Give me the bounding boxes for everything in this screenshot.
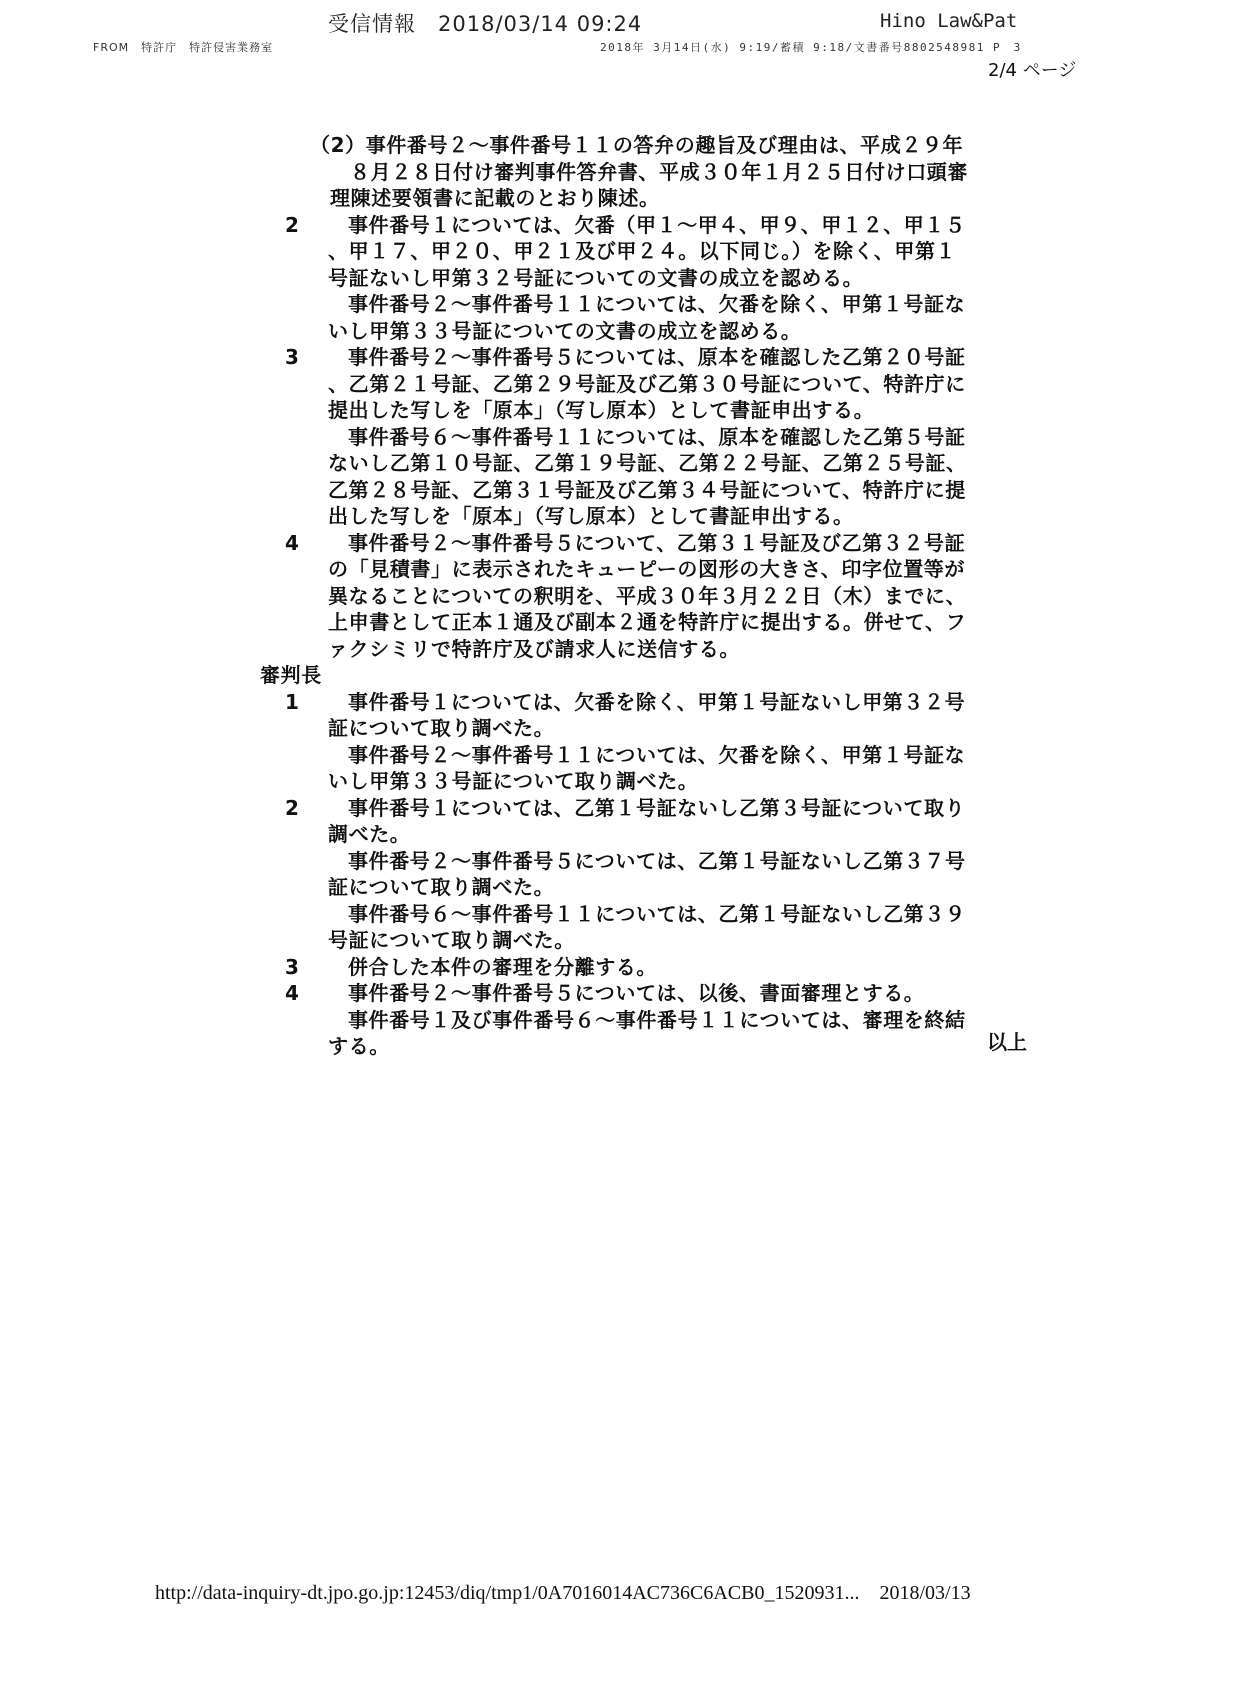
document-line [250, 318, 1050, 345]
document-line [250, 556, 1050, 583]
document-line [250, 954, 1050, 981]
document-line [250, 609, 1050, 636]
line-text: 異なることについての釈明を、平成３０年３月２２日（木）までに、 [328, 583, 967, 608]
line-text: 、乙第２１号証、乙第２９号証及び乙第３０号証について、特許庁に [328, 371, 966, 396]
line-text: 事件番号２～事件番号５については、乙第１号証ないし乙第３７号 [348, 848, 966, 873]
document-line [250, 503, 1050, 530]
line-text: 提出した写しを「原本」（写し原本）として書証申出する。 [328, 398, 875, 422]
line-text: 事件番号２～事件番号５については、原本を確認した乙第２０号証 [348, 345, 966, 369]
line-text: ８月２８日付け審判事件答弁書、平成３０年１月２５日付け口頭審 [350, 159, 968, 184]
document-line [250, 927, 1050, 954]
document-line [250, 424, 1050, 451]
line-text: ないし乙第１０号証、乙第１９号証、乙第２２号証、乙第２５号証、 [328, 451, 967, 475]
document-line [250, 132, 1050, 159]
document-line [250, 291, 1050, 318]
document-line [250, 742, 1050, 769]
document-line [250, 980, 1050, 1007]
item-number: 2 [285, 795, 300, 820]
fax-timestamp-line: 2018年 3月14日(水) 9:19/蓄積 9:18/文書番号8802548981 P 3 [600, 41, 1022, 54]
footer-date: 2018/03/13 [879, 1582, 971, 1604]
line-text: 事件番号２～事件番号１１については、欠番を除く、甲第１号証な [348, 292, 966, 316]
document-line [250, 371, 1050, 398]
document-line [250, 821, 1050, 848]
line-text: 出した写しを「原本」（写し原本）として書証申出する。 [328, 504, 854, 528]
document-line [250, 583, 1050, 610]
document-line [250, 397, 1050, 424]
document-line [250, 1033, 1050, 1060]
line-text: 事件番号１については、乙第１号証ないし乙第３号証について取り [348, 795, 966, 820]
line-text: 上申書として正本１通及び副本２通を特許庁に提出する。併せて、フ [328, 610, 967, 634]
document-line [250, 1007, 1050, 1034]
item-number: 3 [285, 954, 300, 979]
document-line [250, 901, 1050, 928]
line-text: する。 [328, 1034, 390, 1058]
line-text: 事件番号１及び事件番号６～事件番号１１については、審理を終結 [348, 1007, 966, 1032]
line-text: 事件番号２～事件番号１１については、欠番を除く、甲第１号証な [348, 742, 966, 767]
document-line [250, 848, 1050, 875]
document-line [250, 238, 1050, 265]
line-text: 、甲１７、甲２０、甲２１及び甲２４。以下同じ。）を除く、甲第１ [328, 239, 957, 263]
item-number: 4 [285, 981, 300, 1005]
line-text: 事件番号２～事件番号５については、以後、書面審理とする。 [348, 981, 925, 1005]
fax-from-line: FROM 特許庁 特許侵害業務室 [93, 41, 274, 54]
line-text: 事件番号６～事件番号１１については、原本を確認した乙第５号証 [348, 424, 966, 449]
line-text: 号証ないし甲第３２号証についての文書の成立を認める。 [328, 265, 864, 290]
item-number: 1 [285, 689, 300, 714]
document-line [250, 636, 1050, 663]
line-text: 事件番号１については、欠番（甲１～甲４、甲９、甲１２、甲１５ [348, 212, 966, 237]
document-body [250, 132, 1050, 1060]
line-text: 証について取り調べた。 [328, 716, 555, 740]
footer-url-line [155, 1582, 971, 1605]
line-text: 審判長 [260, 663, 322, 687]
footer-url: http://data-inquiry-dt.jpo.go.jp:12453/diq/tmp1/0A7016014AC736C6ACB0_1520931... [155, 1582, 860, 1604]
item-number: 4 [285, 530, 300, 555]
document-line [250, 477, 1050, 504]
line-text: 事件番号１については、欠番を除く、甲第１号証ないし甲第３２号 [348, 689, 966, 714]
fax-received-info: 受信情報 2018/03/14 09:24 [328, 12, 643, 36]
document-line [250, 715, 1050, 742]
line-text: 理陳述要領書に記載のとおり陳述。 [330, 186, 660, 210]
document-line [250, 795, 1050, 822]
document-line [250, 768, 1050, 795]
line-text: いし甲第３３号証についての文書の成立を認める。 [328, 318, 802, 343]
line-text: 併合した本件の審理を分離する。 [348, 954, 657, 979]
document-line [250, 450, 1050, 477]
line-text: （2）事件番号２～事件番号１１の答弁の趣旨及び理由は、平成２９年 [310, 133, 964, 157]
line-text: 乙第２８号証、乙第３１号証及び乙第３４号証について、特許庁に提 [328, 477, 966, 502]
item-number: 3 [285, 345, 300, 369]
page-indicator: 2/4 ページ [988, 60, 1077, 81]
line-text: の「見積書」に表示されたキューピーの図形の大きさ、印字位置等が [328, 557, 965, 581]
document-line [250, 344, 1050, 371]
line-text: 事件番号２～事件番号５について、乙第３１号証及び乙第３２号証 [348, 530, 966, 555]
document-line [250, 874, 1050, 901]
line-text: 号証について取り調べた。 [328, 928, 575, 952]
document-line [250, 185, 1050, 212]
item-number: 2 [285, 212, 300, 237]
line-text: 事件番号６～事件番号１１については、乙第１号証ないし乙第３９ [348, 901, 966, 926]
fax-sender-name: Hino Law&Pat [880, 10, 1018, 32]
closing-mark: 以上 [987, 1030, 1027, 1054]
document-line [250, 265, 1050, 292]
document-line [250, 530, 1050, 557]
line-text: ァクシミリで特許庁及び請求人に送信する。 [328, 636, 740, 661]
document-line [250, 159, 1050, 186]
document-line [250, 689, 1050, 716]
line-text: いし甲第３３号証について取り調べた。 [328, 769, 699, 793]
line-text: 調べた。 [328, 822, 411, 846]
document-line [250, 662, 1050, 689]
document-line [250, 212, 1050, 239]
line-text: 証について取り調べた。 [328, 875, 555, 899]
